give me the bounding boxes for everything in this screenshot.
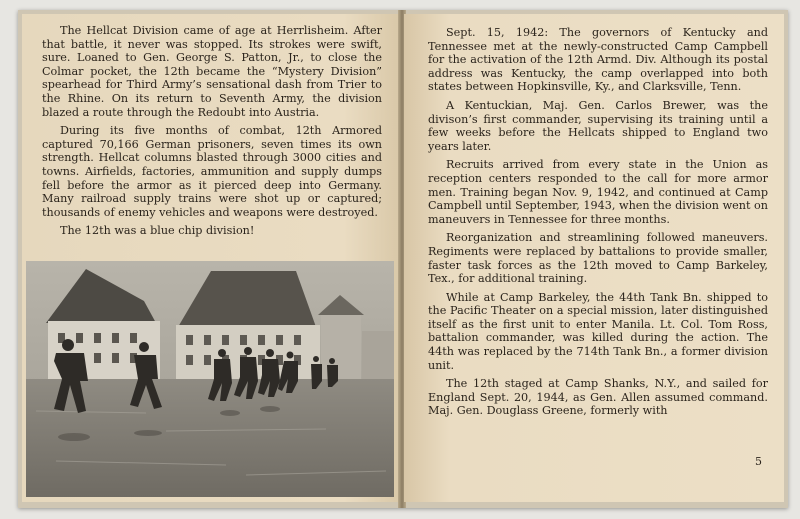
right-page-text (428, 26, 768, 423)
page-number: 5 (755, 455, 762, 468)
right-paragraph-3: Recruits arrived from every state in the Union as reception centers responded to the call for more armor men. Training began Nov. 9, 1942, and continued at Camp Campbell until September, 1943, when the division went on maneuvers in Tennessee for three months. (428, 158, 768, 226)
right-paragraph-5: While at Camp Barkeley, the 44th Tank Bn. shipped to the Pacific Theater on a special mission, later distinguished itself as the first unit to enter Manila. Lt. Col. Tom Ross, battalion commander, was killed during the action. The 44th was replaced by the 714th Tank Bn., a former division unit. (428, 290, 768, 372)
left-paragraph-1: The Hellcat Division came of age at Herrlisheim. After that battle, it never was stopped. Its strokes were swift, sure. Loaned to Gen. George S. Patton, Jr., to close the Colmar pocket, the 12th became the “Mystery Division” spearhead for Third Army’s sensational dash from Trier to the Rhine. On its return to Seventh Army, the division blazed a route through the Redoubt into Austria. (42, 24, 382, 119)
left-page-text (42, 24, 382, 243)
left-paragraph-2: During its five months of combat, 12th Armored captured 70,166 German prisoners, seven times its own strength. Hellcat columns blasted through 3000 cities and towns. Airfields, factories, ammunition and supply dumps fell before the armor as it pierced deep into Germany. Many railroad supply trains were shot up or captured; thousands of enemy vehicles and weapons were destroyed. (42, 124, 382, 219)
photo-illustration (26, 261, 394, 497)
right-paragraph-4: Reorganization and streamlining followed maneuvers. Regiments were replaced by battalions to provide smaller, faster task forces as the 12th moved to Camp Barkeley, Tex., for additional training. (428, 231, 768, 286)
right-paragraph-6: The 12th staged at Camp Shanks, N.Y., and sailed for England Sept. 20, 1944, as Gen. Allen assumed command. Maj. Gen. Douglass Greene, formerly with (428, 377, 768, 418)
photo-soldiers-running-flooded-street (26, 261, 394, 497)
right-page (404, 14, 784, 502)
left-page (22, 14, 400, 502)
left-paragraph-3: The 12th was a blue chip division! (60, 224, 255, 238)
right-paragraph-2: A Kentuckian, Maj. Gen. Carlos Brewer, was the divison’s first commander, supervising its training until a few weeks before the Hellcats shipped to England two years later. (428, 98, 768, 153)
right-paragraph-1: Sept. 15, 1942: The governors of Kentucky and Tennessee met at the newly-constructed Camp Campbell for the activation of the 12th Armd. Div. Although its postal address was Kentucky, the camp overlapped into both states between Hopkinsville, Ky., and Clarksville, Tenn. (428, 26, 768, 94)
open-booklet (18, 10, 788, 508)
